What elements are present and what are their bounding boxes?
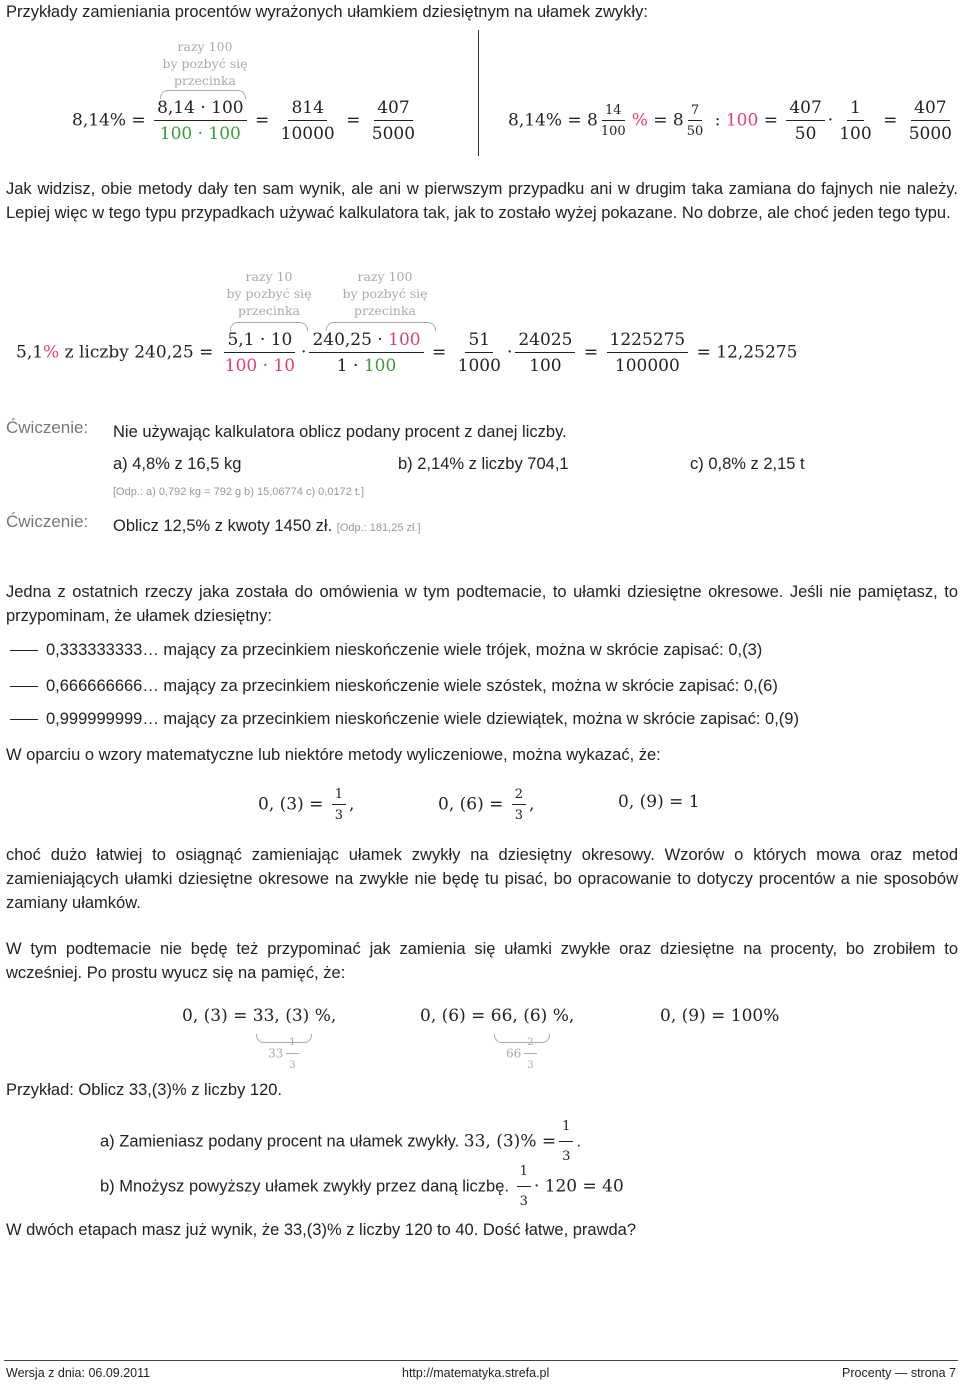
note-line: by pozbyć się [342,286,428,301]
equation: 0, (3) = $\frac{1}{3}$ , [258,787,355,823]
mixed-fraction [598,103,629,139]
list-item-text: 0,666666666… mający za przecinkiem nieskończenie wiele szóstek, można w skrócie zapisać: 0,(6) [46,677,778,695]
note-line: razy 100 [357,269,413,284]
equals: = [346,110,361,131]
exercise-answer: [Odp.: 181,25 zł.] [336,522,421,534]
numerator: 814 [288,98,326,121]
column-divider [478,30,479,156]
exercise-text: Oblicz 12,5% z kwoty 1450 zł. [113,517,333,535]
fraction [278,98,338,144]
note-line: by pozbyć się [162,56,248,71]
dash-icon [10,650,38,651]
denominator: 5000 [908,124,952,144]
percent-sign: % [43,342,60,363]
intro-text: Przykłady zamieniania procentów wyrażonych ułamkiem dziesiętnym na ułamek zwykły: [6,3,648,21]
note-whole: 33 [268,1046,284,1061]
note-fraction [286,1034,298,1074]
fraction [309,330,423,376]
denominator: 100 · 10 [224,356,296,376]
fraction [517,1160,531,1214]
brace-note [268,1034,302,1074]
equation: 0, (9) = 1 [618,792,700,812]
denominator: 1 · [336,356,364,376]
numerator: 1 [559,1115,573,1142]
equation [420,1006,574,1026]
step-text: Mnożysz powyższy ułamek zwykły przez daną liczbę. [119,1177,509,1196]
equals: = 8 [653,110,684,131]
note-line: przecinka [237,303,301,318]
denominator: 50 [794,124,817,144]
denominator: 1000 [457,356,501,376]
equals: = [254,110,270,131]
multiply-note [155,38,255,89]
paragraph: Jedna z ostatnich rzeczy jaka została do omówienia w tym podtemacie, to ułamki dziesiętne okresowe. Jeśli nie pamiętasz, to przypominam, że ułamek dziesiętny: [6,583,958,625]
paragraph: Jak widzisz, obie metody dały ten sam wynik, ale ani w pierwszym przypadku ani w drugim taka zamiana do fajnych nie należy. Lepiej więc w tego typu przypadkach używać kalkulatora tak, jak to zostało wyżej pokazane. No dobrze, ale choć jeden tego typu. [6,180,958,222]
numerator-hundred: 100 [388,330,421,350]
numerator: 1 [847,98,864,121]
denominator: 5000 [371,124,416,144]
denominator: 100 [839,124,872,144]
equals: = [432,342,447,363]
result: = 12,25275 [696,342,798,363]
denominator: 100000 [614,356,680,376]
numerator: 1225275 [607,330,689,353]
numerator: 407 [911,98,949,121]
hundred: 100 [725,110,759,131]
numerator: 407 [786,98,824,121]
fraction [222,330,298,376]
step-label: b) [100,1177,115,1196]
step-math: 33, (3)% = [463,1131,557,1152]
dash-icon [10,686,38,687]
step-math: · 120 = 40 [533,1176,624,1197]
equals: = [883,110,898,131]
paragraph: W dwóch etapach masz już wynik, że 33,(3)% z liczby 120 to 40. Dość łatwe, prawda? [6,1221,637,1239]
lhs: 0, (3) = [182,1006,248,1026]
equals: = [583,342,599,363]
multiply-note [214,268,324,319]
percent-sign: % [631,110,648,131]
example-step-a: a) Zamieniasz podany procent na ułamek zwykły. 33, (3)% = $\frac{1}{3}$ . [100,1115,581,1169]
list-item [10,707,799,731]
brace-note [506,1034,540,1074]
exercise-label: Ćwiczenie: [6,512,89,531]
list-item-text: 0,999999999… mający za przecinkiem nieskończenie wiele dziewiątek, można w skrócie zapisać: 0,(9) [46,710,799,728]
note-line: by pozbyć się [226,286,312,301]
numerator: 1 [517,1160,531,1187]
denominator: 100 · 100 [159,124,241,144]
denominator: 3 [334,808,344,823]
lhs: 0, (6) = [420,1006,486,1026]
numerator: 7 [688,103,702,121]
numerator: 51 [465,330,493,353]
exercise-text-row [113,514,421,540]
equation: 0, (9) = 100% [660,1006,780,1026]
example2-equation: 5,1% z liczby 240,25 = $\frac{5,1 \cdot 10}{100 \cdot 10}$ · $\frac{240,25 \cdot 100}{1 \cdot 100}$ = $\frac{51}{1000}$ · $\frac{24025}{100}$ = $\frac{1225275}{100000}$ = 12,25275 [16,330,798,376]
exercise-item-c: c) 0,8% z 2,15 t [690,455,805,473]
denominator: 3 [527,1060,534,1071]
numerator: 5,1 · 10 [224,330,295,353]
fraction [515,330,575,376]
numerator: 8,14 · 100 [154,98,247,121]
fraction [607,330,689,376]
note-fraction [524,1034,536,1074]
dash-icon [10,719,38,720]
numerator: 14 [602,103,625,121]
note-line: przecinka [173,73,237,88]
lhs: 8,14% = 8 [508,110,598,131]
numerator: 240,25 · [312,330,389,350]
fraction [455,330,504,376]
numerator: 1 [332,787,346,805]
example1-right: 8,14% = 8 $\frac{14}{100}$ % = 8 $\frac{7}{50}$ : 100 = $\frac{407}{50}$ · $\frac{1}{100}$ = $\frac{407}{5000}$ [508,98,958,144]
fraction [836,98,874,144]
exercise-item-b: b) 2,14% z liczby 704,1 [398,455,569,473]
lhs: 8,14% = [72,110,146,131]
lhs: 0, (3) = [258,794,324,815]
example-title: Przykład: Oblicz 33,(3)% z liczby 120. [6,1081,283,1099]
numerator: 24025 [515,330,575,353]
denominator: 100 [600,124,626,139]
list-item [10,638,762,662]
value: 33, (3) [252,1006,310,1026]
numerator: 1 [286,1034,298,1054]
footer-version: Wersja z dnia: 06.09.2011 [6,1366,151,1380]
example-step-b [100,1160,624,1214]
footer-url[interactable]: http://matematyka.strefa.pl [402,1366,550,1380]
exercise-text: Nie używając kalkulatora oblicz podany procent z danej liczby. [113,423,567,441]
percent: %, [314,1006,337,1026]
equation [72,98,421,144]
fraction [786,98,824,144]
exercise-answer: [Odp.: a) 0,792 kg = 792 g b) 15,06774 c) 0,0172 t.] [113,486,365,498]
lhs: z liczby 240,25 = [59,342,214,363]
fraction [369,98,418,144]
denominator: 3 [562,1149,571,1164]
lhs: 0, (6) = [438,794,504,815]
lhs: 5,1 [16,342,44,363]
equals: = [763,110,778,131]
fraction [154,98,247,144]
fraction [512,787,526,823]
note-line: przecinka [353,303,417,318]
denominator: 3 [514,808,524,823]
denominator: 100 [529,356,562,376]
denominator: 50 [686,124,704,139]
value: 66, (6) [490,1006,548,1026]
colon: : [714,110,721,131]
list-item [10,674,778,698]
step-text: Zamieniasz podany procent na ułamek zwykły. [119,1132,460,1151]
fraction [332,787,346,823]
equation: 0, (6) = $\frac{2}{3}$ , [438,787,535,823]
note-whole: 66 [506,1046,522,1061]
exercise-label: Ćwiczenie: [6,418,89,437]
numerator: 407 [374,98,412,121]
note-line: razy 10 [245,269,293,284]
numerator: 2 [524,1034,536,1054]
example1-left [60,38,490,168]
denominator: 3 [519,1194,528,1209]
mixed-fraction [684,103,707,139]
numerator: 2 [512,787,526,805]
denominator: 3 [289,1060,296,1071]
note-line: razy 100 [177,39,233,54]
list-item-text: 0,333333333… mający za przecinkiem nieskończenie wiele trójek, można w skrócie zapisać: 0,(3) [46,641,763,659]
fraction [906,98,955,144]
exercise-item-a: a) 4,8% z 16,5 kg [113,455,242,473]
paragraph: choć dużo łatwiej to osiągnąć zamieniając ułamek zwykły na dziesiętny okresowy. Wzorów o których mowa oraz metod zamieniających ułamki dziesiętne okresowe na zwykłe nie będę tu pisać, bo opracowanie to dotyczy procentów a nie sposobów zamiany ułamków. [6,846,958,912]
multiply-note [330,268,440,319]
equation [182,1006,336,1026]
denominator: 10000 [280,124,335,144]
denominator-hundred: 100 [363,356,397,376]
paragraph: W oparciu o wzory matematyczne lub niektóre metody wyliczeniowe, można wykazać, że: [6,746,661,764]
step-label: a) [100,1132,115,1151]
footer-page: Procenty — strona 7 [842,1366,956,1380]
footer-rule [4,1360,958,1361]
paragraph: W tym podtemacie nie będę też przypominać jak zamienia się ułamki zwykłe oraz dziesiętne na procenty, bo zrobiłem to wcześniej. Po prostu wyucz się na pamięć, że: [6,940,958,982]
percent: %, [552,1006,575,1026]
